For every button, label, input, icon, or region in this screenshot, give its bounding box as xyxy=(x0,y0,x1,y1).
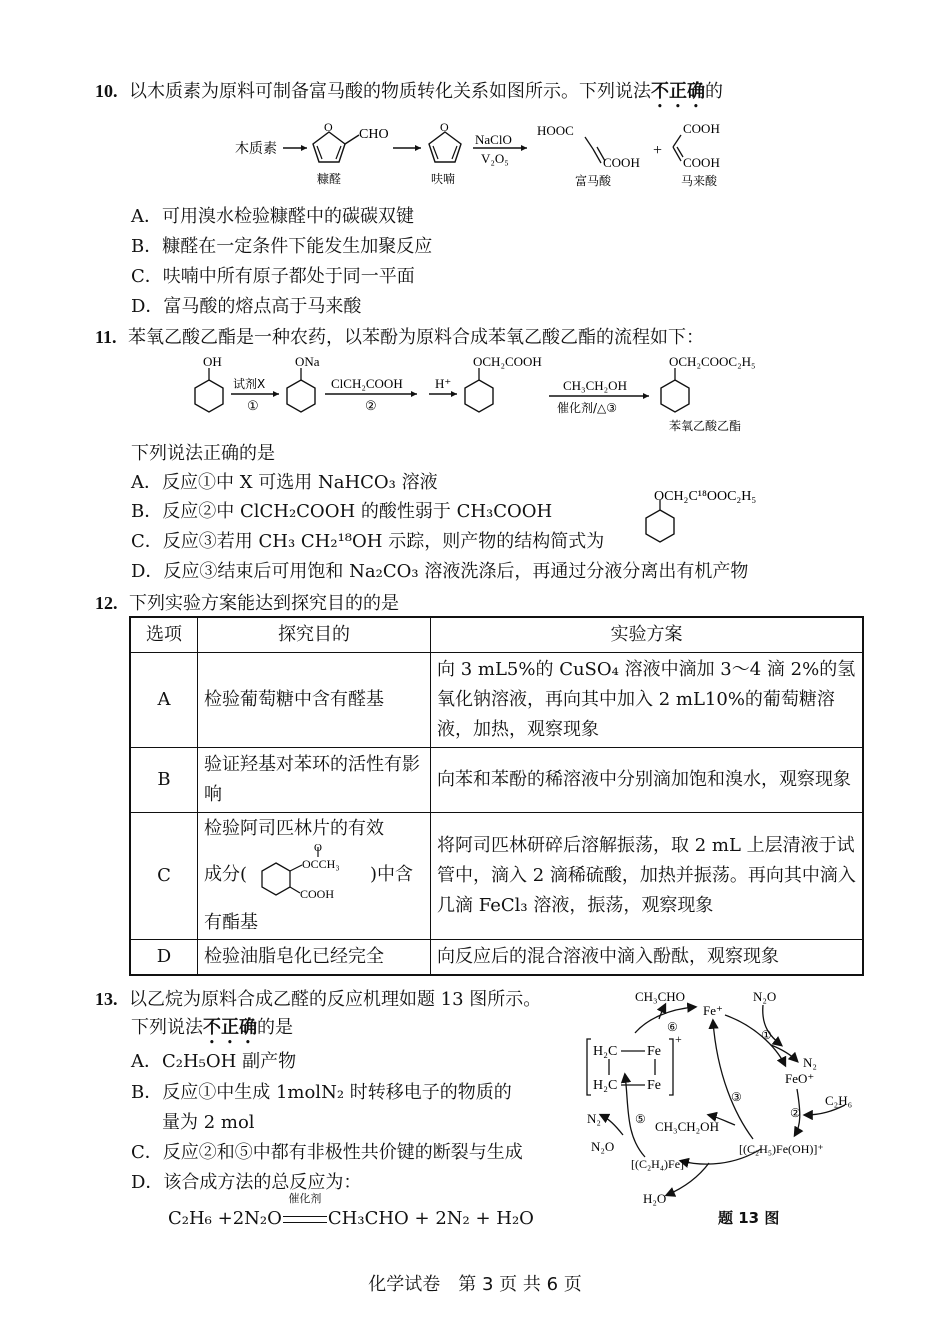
step-6-label: ⑥ xyxy=(667,1020,678,1034)
figure-caption: 题 13 图 xyxy=(718,1209,780,1227)
cooh-top: COOH xyxy=(683,121,720,136)
ona-label: ONa xyxy=(295,354,320,369)
acid-label: H⁺ xyxy=(435,376,452,391)
q10-scheme xyxy=(225,117,745,192)
q12-number: 12. xyxy=(95,593,118,613)
tracer-structure xyxy=(640,484,810,556)
catalyst-label: 催化剂 xyxy=(288,1192,322,1205)
fe-top: Fe xyxy=(647,1044,661,1059)
ch3ch2oh-label: CH₃CH₂OH xyxy=(655,1119,719,1134)
cooh-label: COOH xyxy=(603,155,640,170)
step-1-label: ① xyxy=(761,1028,772,1042)
q13-option-d: D．该合成方法的总反应为： xyxy=(131,1172,362,1193)
q13-option-b: B．反应①中生成 1molN₂ 时转移电子的物质的 xyxy=(131,1082,512,1103)
complex-right-label: [(C₂H₅)Fe(OH)]⁺ xyxy=(739,1142,824,1156)
q11-option-d: D．反应③结束后可用饱和 Na₂CO₃ 溶液洗涤后，再通过分液分离出有机产物 xyxy=(131,561,749,582)
q12-stem-text: 下列实验方案能达到探究目的的是 xyxy=(128,593,399,614)
table-row xyxy=(130,940,863,976)
q11-stem-text: 苯氧乙酸乙酯是一种农药，以苯酚为原料合成苯氧乙酸乙酯的流程如下： xyxy=(127,327,704,348)
row-plan: 向反应后的混合溶液中滴入酚酞，观察现象 xyxy=(431,940,864,976)
step-2-label: ② xyxy=(790,1106,801,1120)
purpose-line-1: 检验阿司匹林片的有效 xyxy=(204,818,384,839)
product-label: OCH₂COOC₂H₅ xyxy=(669,354,756,369)
aspirin-line xyxy=(204,843,424,909)
q13-option-b-cont: 量为 2 mol xyxy=(162,1112,255,1133)
plus-sign: + xyxy=(653,142,663,159)
q10-stem-text: 以木质素为原料可制备富马酸的物质转化关系如图所示。下列说法 xyxy=(128,81,651,102)
cho-label: CHO xyxy=(359,127,389,142)
q10-stem-end: 的 xyxy=(704,81,723,102)
q11-lead: 下列说法正确的是 xyxy=(131,443,275,464)
fumaric-label: 富马酸 xyxy=(575,174,612,188)
cooh-bottom: COOH xyxy=(683,155,720,170)
h2c-bottom: H₂C xyxy=(593,1078,618,1093)
q11-option-b: B．反应②中 ClCH₂COOH 的酸性弱于 CH₃COOH xyxy=(131,501,553,522)
q11-option-c: C．反应③若用 CH₃ CH₂¹⁸OH 示踪，则产物的结构简式为 xyxy=(131,531,605,552)
reagent-ethanol: CH₃CH₂OH xyxy=(563,378,627,393)
q11-scheme xyxy=(185,350,785,435)
reagent-x: 试剂X xyxy=(233,377,266,391)
n2-right-label: N₂ xyxy=(803,1055,817,1070)
q10-option-d: D．富马酸的熔点高于马来酸 xyxy=(131,296,362,317)
step-3-label: ③ xyxy=(731,1090,742,1104)
svg-text:O: O xyxy=(324,120,333,134)
reagent-naclo: NaClO xyxy=(475,132,512,147)
row-plan: 向 3 mL5%的 CuSO₄ 溶液中滴加 3～4 滴 2%的氢氧化钠溶液，再向其中加入 2 mL10%的葡萄糖溶液，加热，观察现象 xyxy=(431,653,864,748)
q13-stem-text: 以乙烷为原料合成乙醛的反应机理如题 13 图所示。 xyxy=(128,989,542,1010)
step-2: ② xyxy=(365,398,377,413)
aspirin-structure xyxy=(256,843,368,909)
step-5-label: ⑤ xyxy=(635,1112,646,1126)
carbonyl-o-label: O xyxy=(314,843,322,854)
aspirin-cooh-label: COOH xyxy=(300,887,335,901)
q11-number: 11. xyxy=(95,327,117,347)
q13-equation xyxy=(168,1192,534,1231)
oh-label: OH xyxy=(203,354,222,369)
q10-option-c: C．呋喃中所有原子都处于同一平面 xyxy=(131,266,415,287)
furan-label: 呋喃 xyxy=(431,172,456,186)
sodium-phenoxide-structure xyxy=(287,354,320,412)
n2o-left-label: N₂O xyxy=(591,1139,615,1154)
ferracycle-structure xyxy=(587,1032,682,1095)
furan-structure xyxy=(429,120,461,186)
purpose-line-3: 有酯基 xyxy=(204,912,258,933)
table-row xyxy=(130,653,863,748)
q11-stem xyxy=(95,325,704,350)
fumaric-acid-structure xyxy=(537,123,640,188)
header-purpose: 探究目的 xyxy=(198,617,431,653)
equation-arrow xyxy=(282,1192,328,1231)
row-option: C xyxy=(130,813,198,940)
q13-lead-a: 下列说法 xyxy=(131,1017,203,1038)
q13-lead-b: 的是 xyxy=(257,1017,293,1038)
row-option: D xyxy=(130,940,198,976)
furfural-label: 糠醛 xyxy=(317,172,342,186)
occh3-label: OCCH₃ xyxy=(302,857,340,871)
ferracycle-charge: + xyxy=(675,1032,682,1046)
svg-text:O: O xyxy=(440,120,449,134)
h2o-label: H₂O xyxy=(643,1191,667,1206)
maleic-label: 马来酸 xyxy=(681,174,718,188)
mechanism-figure xyxy=(585,985,875,1210)
q13-option-a: A．C₂H₅OH 副产物 xyxy=(131,1051,297,1072)
q10-number: 10. xyxy=(95,81,118,101)
row-purpose: 验证羟基对苯环的活性有影响 xyxy=(198,748,431,813)
equation-left: C₂H₆ +2N₂O xyxy=(168,1208,282,1229)
feo-plus-label: FeO⁺ xyxy=(785,1071,815,1086)
q10-option-b: B．糠醛在一定条件下能发生加聚反应 xyxy=(131,236,433,257)
row-option: A xyxy=(130,653,198,748)
row-plan: 向苯和苯酚的稀溶液中分别滴加饱和溴水，观察现象 xyxy=(431,748,864,813)
q13-emphasis: 不正确 xyxy=(203,1017,257,1038)
purpose-line-2a: 成分( xyxy=(204,864,248,885)
n2-left-label: N₂ xyxy=(587,1111,601,1126)
row-purpose: 检验葡萄糖中含有醛基 xyxy=(198,653,431,748)
furfural-structure xyxy=(313,120,389,186)
experiment-table xyxy=(129,616,864,976)
reagent-v2o5: V₂O₅ xyxy=(481,151,509,166)
ethyl-phenoxyacetate-structure xyxy=(661,354,756,433)
equation-right: CH₃CHO + 2N₂ + H₂O xyxy=(327,1208,534,1229)
header-plan: 实验方案 xyxy=(431,617,864,653)
row-option: B xyxy=(130,748,198,813)
q13-number: 13. xyxy=(95,989,118,1009)
hooc-label: HOOC xyxy=(537,123,574,138)
fe-plus-label: Fe⁺ xyxy=(703,1003,723,1018)
ch3cho-label: CH₃CHO xyxy=(635,989,686,1004)
c2h6-label: C₂H₆ xyxy=(825,1093,853,1108)
product-name: 苯氧乙酸乙酯 xyxy=(669,419,742,433)
phenol-structure xyxy=(195,354,223,412)
table-header-row xyxy=(130,617,863,653)
row-plan: 将阿司匹林研碎后溶解振荡，取 2 mL 上层清液于试管中，滴入 2 滴稀硫酸，加热并振荡。再向其中滴入几滴 FeCl₃ 溶液，振荡，观察现象 xyxy=(431,813,864,940)
q10-option-a: A．可用溴水检验糠醛中的碳碳双键 xyxy=(131,206,414,227)
table-row xyxy=(130,813,863,940)
condition-3: 催化剂/△③ xyxy=(557,401,618,415)
lignin-label: 木质素 xyxy=(235,141,277,157)
table-row xyxy=(130,748,863,813)
maleic-acid-structure xyxy=(673,121,720,188)
page-footer: 化学试卷 第 3 页 共 6 页 xyxy=(368,1274,582,1295)
reagent-clch2cooh: ClCH₂COOH xyxy=(331,376,403,391)
phenoxyacetic-acid-structure xyxy=(465,354,542,412)
q13-lead xyxy=(131,1016,293,1048)
purpose-line-2b: )中含 xyxy=(370,864,414,885)
complex-bottom-label: [(C₂H₄)Fe]⁺ xyxy=(631,1157,691,1171)
n2o-top-label: N₂O xyxy=(753,989,777,1004)
h2c-top: H₂C xyxy=(593,1044,618,1059)
row-purpose: 检验油脂皂化已经完全 xyxy=(198,940,431,976)
q10-stem xyxy=(95,79,723,112)
row-purpose-aspirin xyxy=(198,813,431,940)
q13-stem xyxy=(95,987,541,1012)
q13-option-c: C．反应②和⑤中都有非极性共价键的断裂与生成 xyxy=(131,1142,523,1163)
tracer-label: OCH₂C¹⁸OOC₂H₅ xyxy=(654,489,757,504)
fe-bottom: Fe xyxy=(647,1078,661,1093)
q12-stem xyxy=(95,591,399,616)
q10-emphasis: 不正确 xyxy=(650,81,705,102)
header-option: 选项 xyxy=(130,617,198,653)
int3-label: OCH₂COOH xyxy=(473,354,542,369)
q11-option-a: A．反应①中 X 可选用 NaHCO₃ 溶液 xyxy=(131,472,438,493)
step-1: ① xyxy=(247,398,259,413)
